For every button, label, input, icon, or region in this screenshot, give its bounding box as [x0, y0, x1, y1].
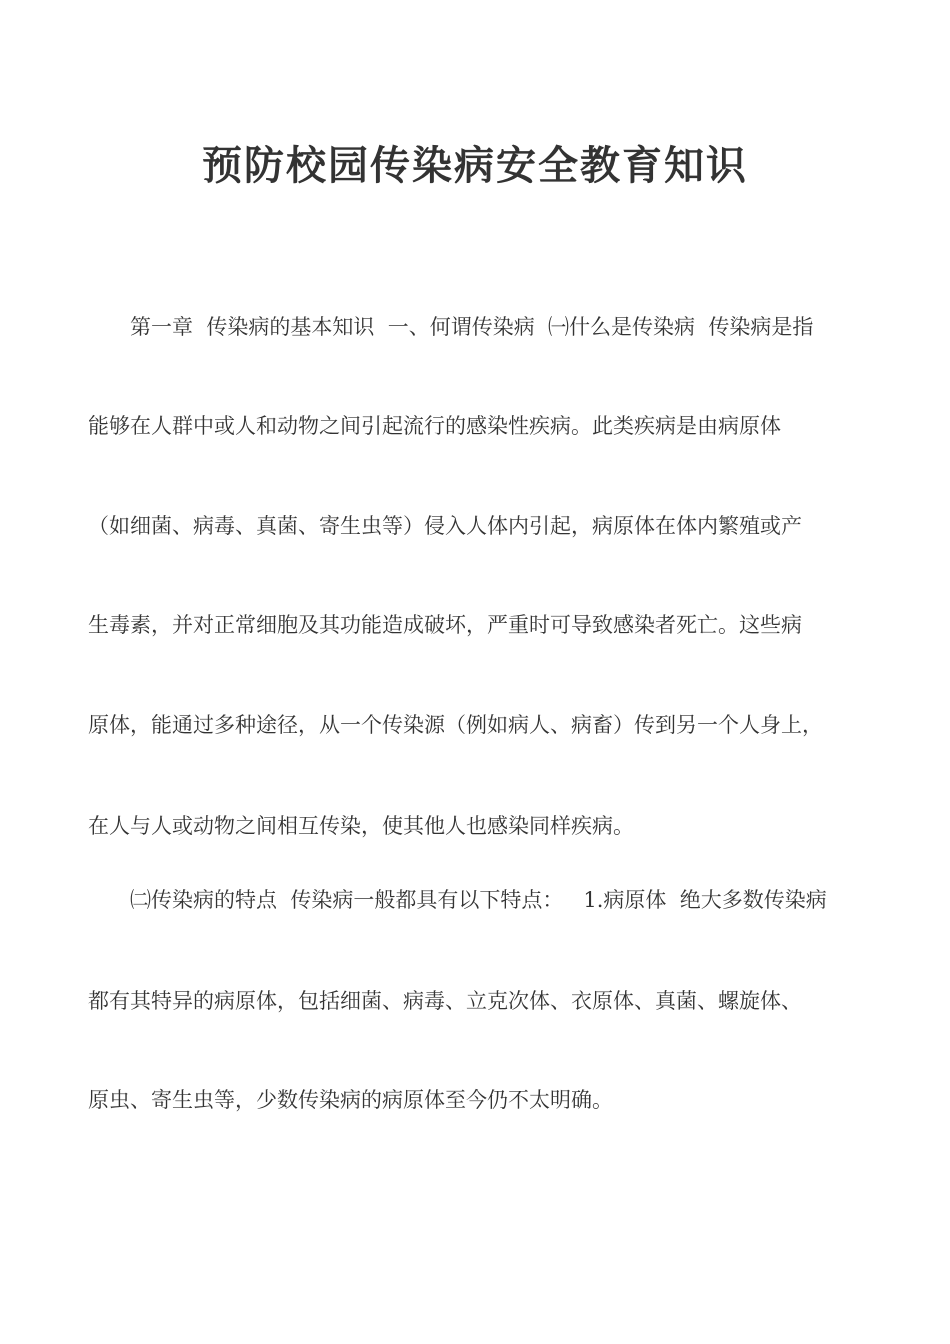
body-line-7: ㈡传染病的特点 传染病一般都具有以下特点： 1.病原体 绝大多数传染病: [88, 888, 827, 912]
body-line-2: 能够在人群中或人和动物之间引起流行的感染性疾病。此类疾病是由病原体: [88, 414, 781, 438]
body-line-9: 原虫、寄生虫等，少数传染病的病原体至今仍不太明确。: [88, 1088, 613, 1112]
body-line-8: 都有其特异的病原体，包括细菌、病毒、立克次体、衣原体、真菌、螺旋体、: [88, 989, 802, 1013]
body-line-6: 在人与人或动物之间相互传染，使其他人也感染同样疾病。: [88, 814, 634, 838]
body-line-3: （如细菌、病毒、真菌、寄生虫等）侵入人体内引起，病原体在体内繁殖或产: [88, 514, 802, 538]
body-line-4: 生毒素，并对正常细胞及其功能造成破坏，严重时可导致感染者死亡。这些病: [88, 613, 802, 637]
body-line-5: 原体，能通过多种途径，从一个传染源（例如病人、病畜）传到另一个人身上，: [88, 713, 823, 737]
body-line-1: 第一章 传染病的基本知识 一、何谓传染病 ㈠什么是传染病 传染病是指: [88, 315, 814, 339]
document-title: 预防校园传染病安全教育知识: [202, 143, 748, 189]
